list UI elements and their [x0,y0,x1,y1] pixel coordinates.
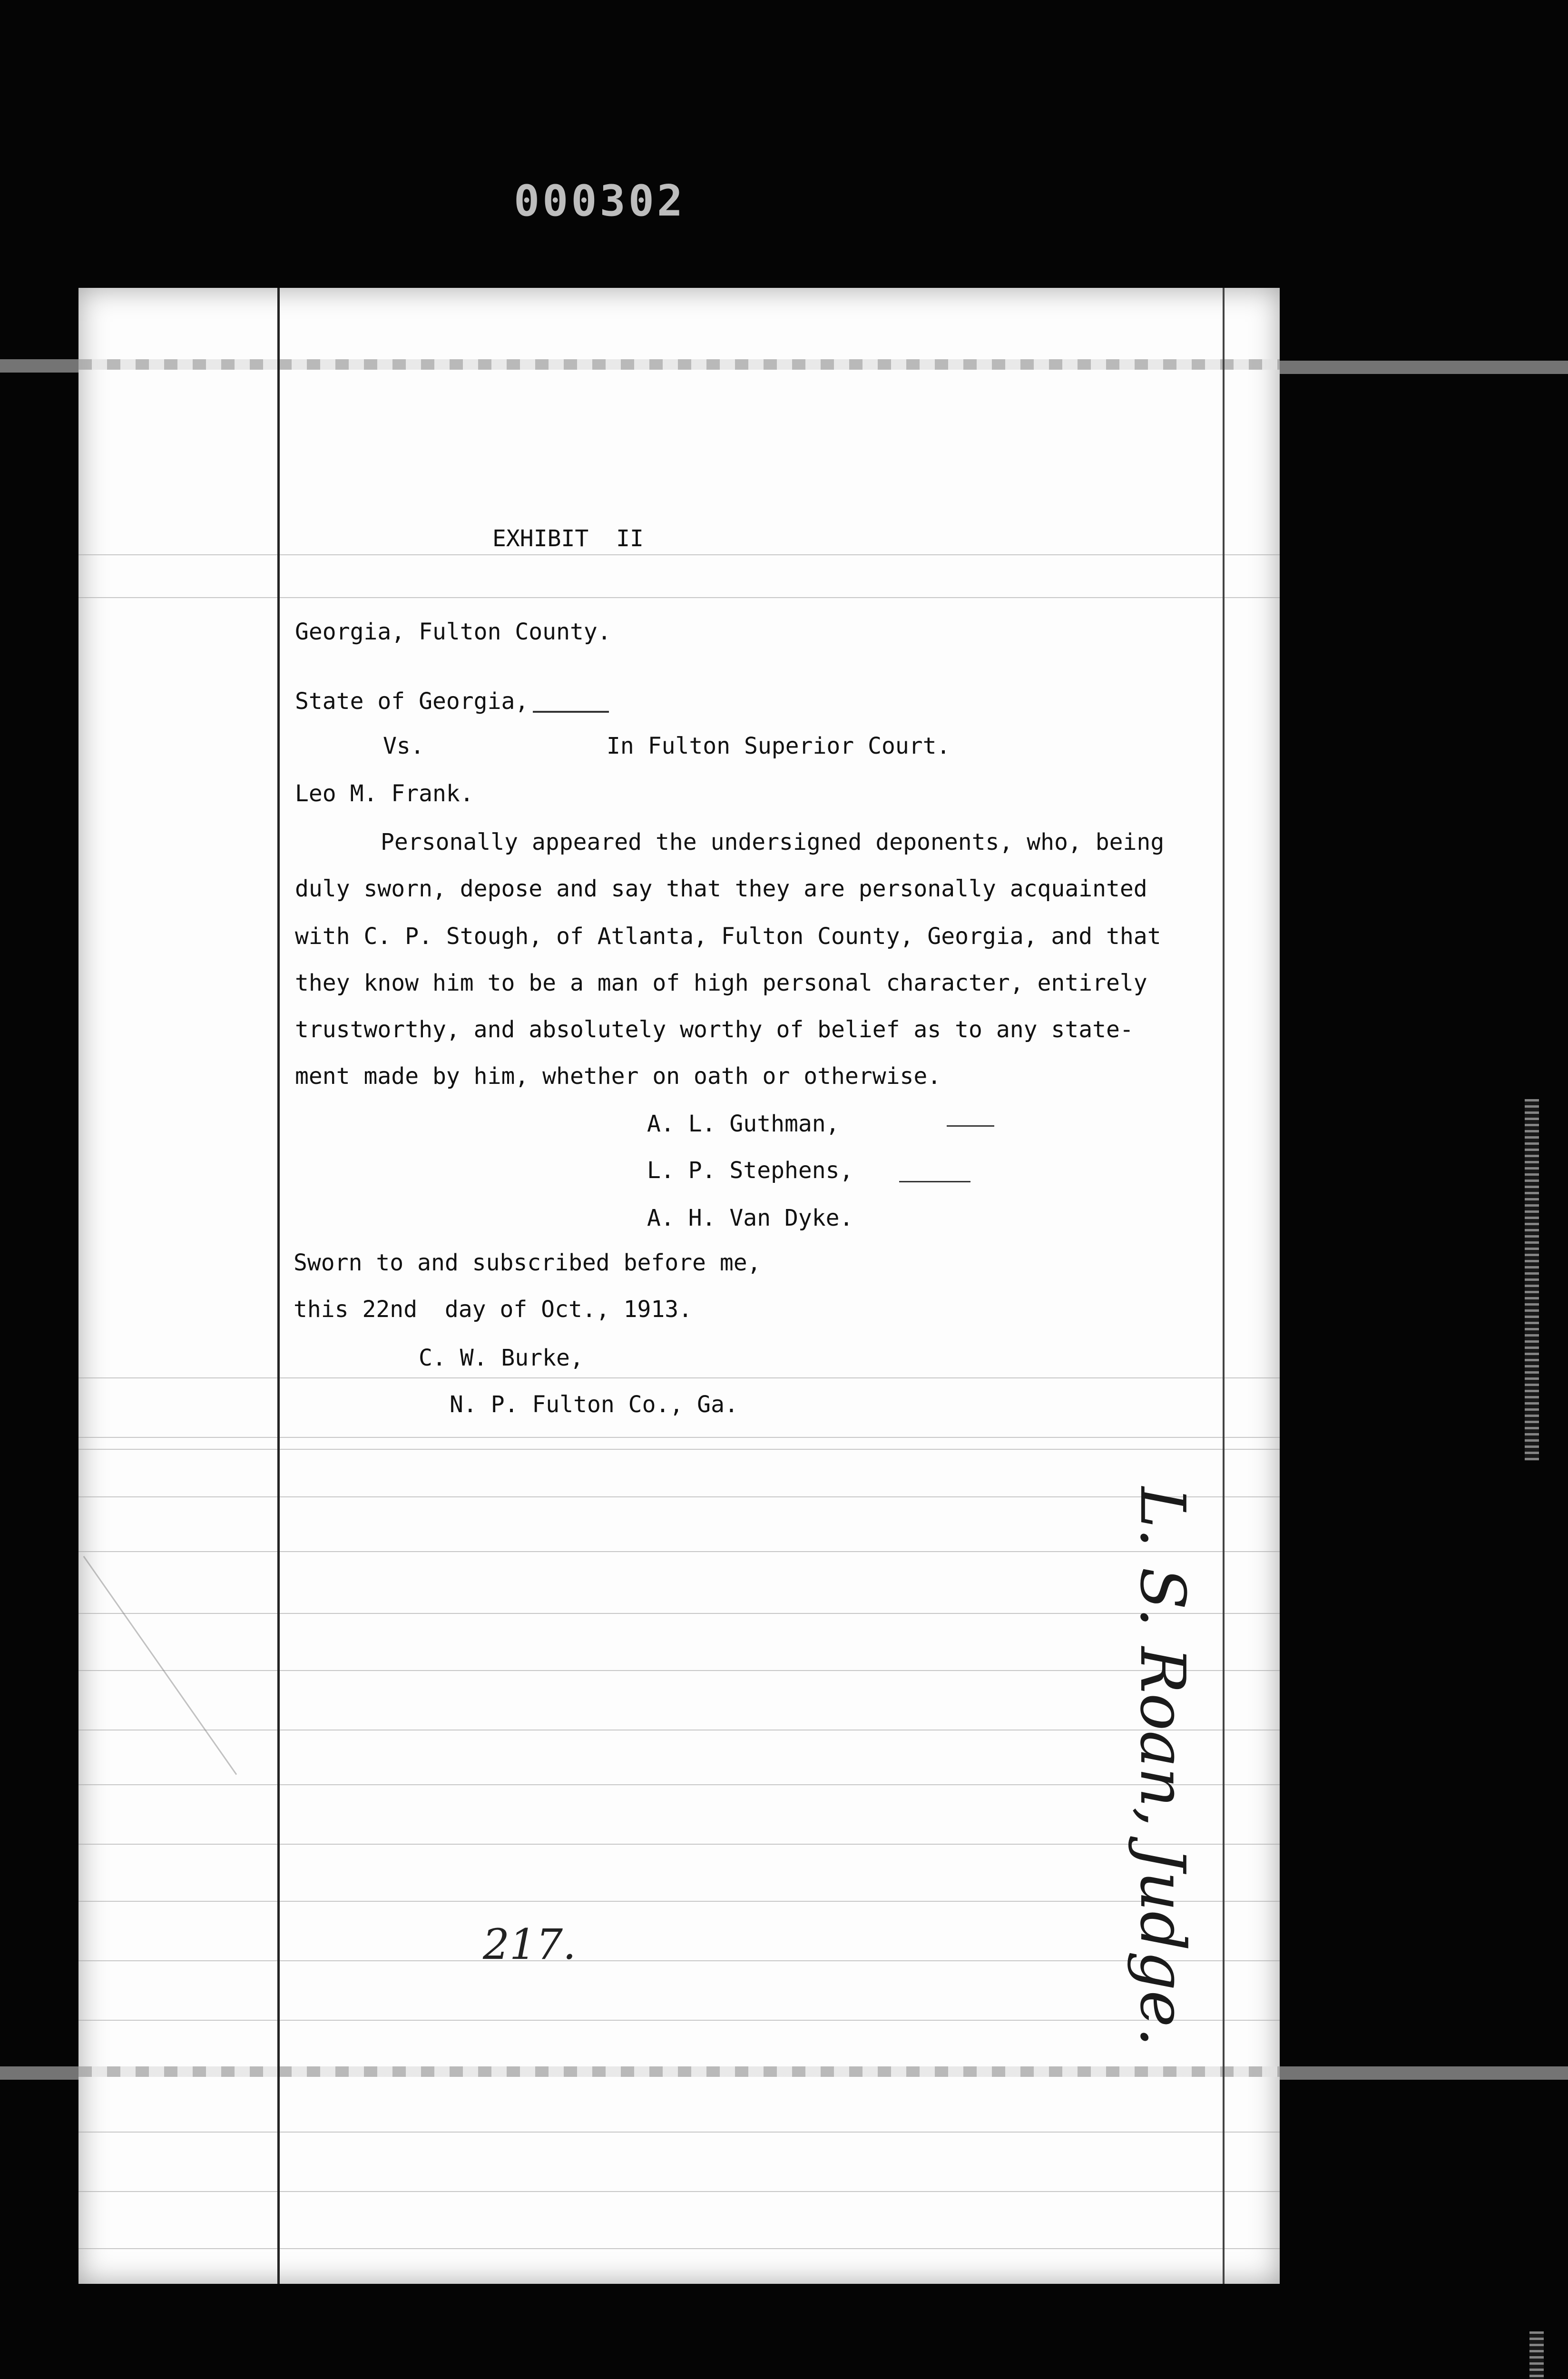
ruled-line [78,2132,1280,2133]
caption-underline [533,711,609,713]
scan-scratch [83,1556,237,1775]
page-number: 217. [483,1920,576,1969]
affidavit-body-line: they know him to be a man of high personal character, entirely [295,970,1147,996]
affidavit-body-line: with C. P. Stough, of Atlanta, Fulton County, Georgia, and that [295,923,1161,950]
ruled-line [78,1901,1280,1902]
caption-court: In Fulton Superior Court. [607,733,951,759]
deponent-name: A. L. Guthman, [647,1111,840,1137]
film-band-top [0,359,81,373]
jurat-line: this 22nd day of Oct., 1913. [294,1296,693,1323]
ruled-line [78,1613,1280,1614]
ruled-line [78,2020,1280,2021]
ruled-line [78,2191,1280,2192]
ruled-line [78,597,1280,598]
affidavit-body-line: Personally appeared the undersigned deponents, who, being [381,829,1165,855]
film-band-bottom [0,2066,81,2080]
signature-line [947,1125,994,1127]
deponent-name: L. P. Stephens, [647,1157,853,1184]
caption-defendant: Leo M. Frank. [295,780,474,807]
ruled-line [78,1377,1280,1378]
ruled-line [78,1496,1280,1497]
document-page [78,288,1280,2284]
jurat-line: Sworn to and subscribed before me, [294,1249,761,1276]
page-fold-bottom [78,2066,1280,2077]
film-edge-noise [1525,1099,1539,1461]
deponent-name: A. H. Van Dyke. [647,1205,853,1231]
ruled-line [78,1437,1280,1438]
film-frame-number: 000302 [514,176,686,226]
ruled-line [78,1844,1280,1845]
affidavit-body-line: ment made by him, whether on oath or otherwise. [295,1063,941,1090]
page-fold-top [78,359,1280,370]
ruled-line [78,1449,1280,1450]
ruled-line [78,1960,1280,1961]
notary-title: N. P. Fulton Co., Ga. [450,1391,738,1418]
exhibit-heading: EXHIBIT II [492,525,644,552]
film-band-bottom-right [1280,2066,1568,2080]
signature-line [899,1181,970,1182]
affidavit-body-line: duly sworn, depose and say that they are personally acquainted [295,875,1147,902]
ruled-line [78,1670,1280,1671]
caption-versus: Vs. [383,733,424,759]
film-edge-noise-lower [1529,2331,1544,2379]
ruled-line [78,2248,1280,2249]
ruled-line [78,554,1280,555]
notary-name: C. W. Burke, [419,1345,584,1371]
venue-line: Georgia, Fulton County. [295,619,611,645]
ruled-line [78,1784,1280,1785]
affidavit-body-line: trustworthy, and absolutely worthy of belief as to any state- [295,1016,1134,1043]
judge-signature: L. S. Roan, Judge. [1127,1487,1199,2047]
film-band-top-right [1280,361,1568,374]
caption-plaintiff: State of Georgia, [295,688,529,715]
left-margin-line [277,288,280,2284]
right-margin-line [1223,288,1225,2284]
ruled-line [78,1551,1280,1552]
